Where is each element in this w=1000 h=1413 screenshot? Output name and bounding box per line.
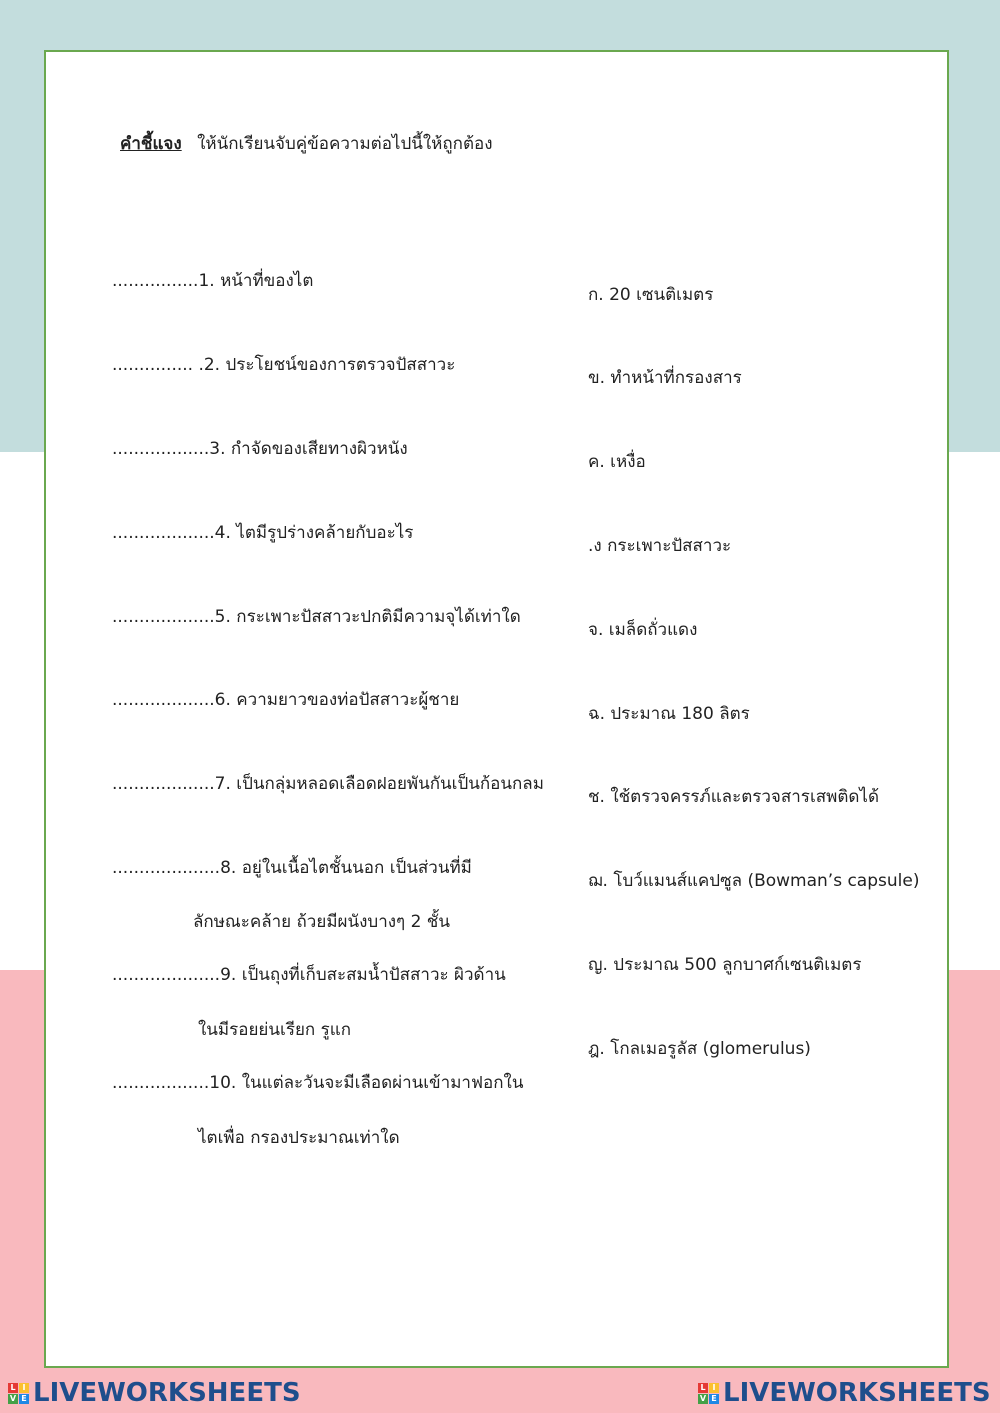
logo-text: LIVEWORKSHEETS	[723, 1378, 991, 1408]
answer-ngo: .ง กระเพาะปัสสาวะ	[588, 536, 732, 556]
question-6: ...................6. ความยาวของท่อปัสสาวะผู้ชาย	[112, 690, 460, 710]
question-2: ............... .2. ประโยชน์ของการตรวจปัสสาวะ	[112, 355, 456, 375]
answer-do: ฎ. โกลเมอรูลัส (glomerulus)	[588, 1039, 811, 1059]
answer-kho: ข. ทำหน้าที่กรองสาร	[588, 368, 742, 388]
logo-mark-icon: L I V E	[8, 1383, 29, 1404]
instruction-label: คำชี้แจง	[120, 134, 182, 154]
question-10-continued: ไตเพื่อ กรองประมาณเท่าใด	[198, 1128, 400, 1148]
answer-cho-chang: ช. ใช้ตรวจครรภ์และตรวจสารเสพติดได้	[588, 787, 880, 807]
logo-text: LIVEWORKSHEETS	[33, 1378, 301, 1408]
question-7: ...................7. เป็นกลุ่มหลอดเลือดฝอยพันกันเป็นก้อนกลม	[112, 774, 544, 794]
liveworksheets-logo-left	[8, 1378, 301, 1408]
question-4: ...................4. ไตมีรูปร่างคล้ายกับอะไร	[112, 523, 414, 543]
question-9: ....................9. เป็นถุงที่เก็บสะสมน้ำปัสสาวะ ผิวด้าน	[112, 965, 506, 985]
question-5: ...................5. กระเพาะปัสสาวะปกติมีความจุได้เท่าใด	[112, 607, 521, 627]
question-8-continued: ลักษณะคล้าย ถ้วยมีผนังบางๆ 2 ชั้น	[193, 912, 450, 932]
instruction	[120, 130, 493, 157]
question-1: ................1. หน้าที่ของไต	[112, 271, 314, 291]
instruction-text: ให้นักเรียนจับคู่ข้อความต่อไปนี้ให้ถูกต้อง	[197, 134, 493, 154]
question-10: ..................10. ในแต่ละวันจะมีเลือดผ่านเข้ามาฟอกใน	[112, 1073, 524, 1093]
logo-mark-icon: L I V E	[698, 1383, 719, 1404]
answer-kho-khon: ค. เหงื่อ	[588, 452, 646, 472]
answer-chho-choe: ฌ. โบว์แมนส์แคปซูล (Bowman’s capsule)	[588, 871, 920, 891]
question-3: ..................3. กำจัดของเสียทางผิวหนัง	[112, 439, 408, 459]
answer-chho: ฉ. ประมาณ 180 ลิตร	[588, 704, 750, 724]
question-9-continued: ในมีรอยย่นเรียก รูแก	[198, 1020, 351, 1040]
answer-yo: ญ. ประมาณ 500 ลูกบาศก์เซนติเมตร	[588, 955, 862, 975]
question-8: ....................8. อยู่ในเนื้อไตชั้นนอก เป็นส่วนที่มี	[112, 858, 472, 878]
liveworksheets-logo-right	[698, 1378, 991, 1408]
answer-cho: จ. เมล็ดถั่วแดง	[588, 620, 698, 640]
answer-ko: ก. 20 เซนติเมตร	[588, 285, 714, 305]
